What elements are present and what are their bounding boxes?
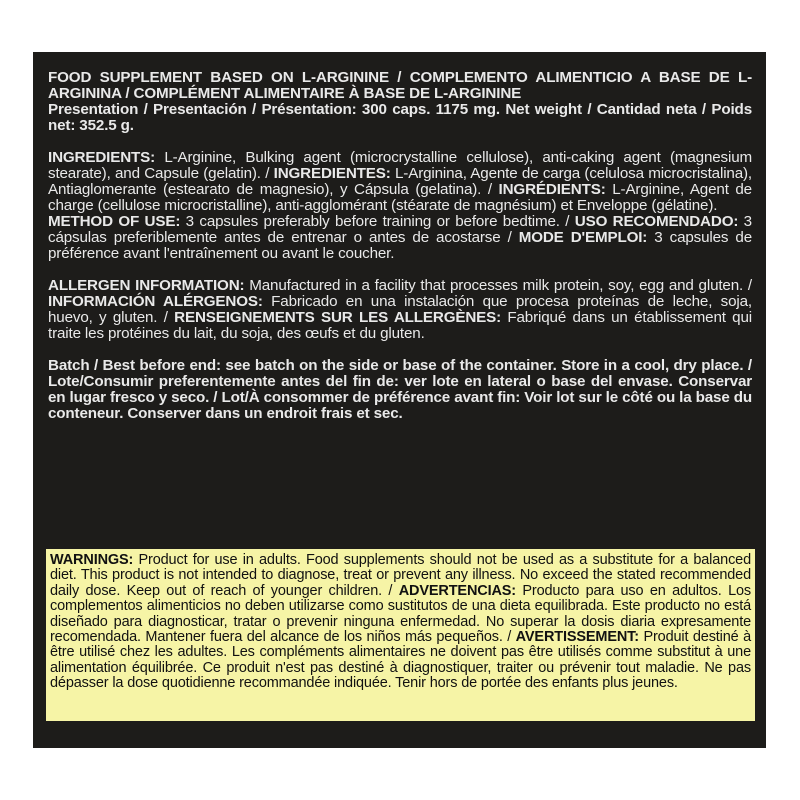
warnings-text-fr: Produit destiné à être utilisé chez les adultes. Les compléments alimentaires ne doivent pas être utilisés comme substitut à une alimentation équilibrée. Ce produit n'est pas destiné à diagnostiquer, traiter ou prévenir tout maladie. Ne pas dépasser la dose quotidienne recommandée indiquée. Tenir hors de portée des enfants plus jeunes.	[50, 629, 751, 692]
warnings-label-es: ADVERTENCIAS:	[398, 582, 516, 599]
ingredients-text-en: L-Arginine, Bulking agent (microcrystalline cellulose), anti-caking agent (magnesium stearate), and Capsule (gelatin). /	[48, 149, 752, 182]
presentation-line: Presentation / Presentación / Présentation: 300 caps. 1175 mg. Net weight / Cantidad neta / Poids net: 352.5 g.	[48, 101, 752, 134]
allergen-label-en: ALLERGEN INFORMATION:	[48, 277, 245, 294]
method-label-en: METHOD OF USE:	[48, 213, 181, 230]
method-label-fr: MODE D'EMPLOI:	[518, 229, 648, 246]
warnings-label-en: WARNINGS:	[50, 552, 134, 568]
label-title: FOOD SUPPLEMENT BASED ON L-ARGININE / COMPLEMENTO ALIMENTICIO A BASE DE L-ARGININA / COMPLÉMENT ALIMENTAIRE À BASE DE L-ARGININE	[48, 69, 752, 102]
allergen-text-fr: Fabriqué dans un établissement qui traite les protéines du lait, du soja, des œufs et du gluten.	[48, 309, 752, 342]
allergen-text-en: Manufactured in a facility that processes milk protein, soy, egg and gluten. /	[244, 277, 752, 294]
ingredients-text-es: L-Arginina, Agente de carga (celulosa microcristalina), Antiaglomerante (estearato de magnesio), y Cápsula (gelatina). /	[48, 165, 752, 198]
warnings-text-es: Producto para uso en adultos. Los complementos alimenticios no deben utilizarse como sustitutos de una dieta equilibrada. Este producto no está diseñado para diagnosticar, tratar o prevenir ninguna enfermedad. No superar la dosis diaria expresamente recomendada. Mantener fuera del alcance de los niños más pequeños. /	[50, 582, 751, 646]
method-text-es: 3 cápsulas preferiblemente antes de entrenar o antes de acostarse /	[48, 213, 752, 246]
method-section	[48, 214, 752, 262]
warnings-box	[46, 549, 755, 721]
ingredients-label-es: INGREDIENTES:	[273, 165, 391, 182]
allergen-label-es: INFORMACIÓN ALÉRGENOS:	[48, 293, 263, 310]
ingredients-label-fr: INGRÉDIENTS:	[498, 181, 606, 198]
allergen-text-es: Fabricado en una instalación que procesa proteínas de leche, soja, huevo, y gluten. /	[48, 293, 752, 326]
allergen-section	[48, 278, 752, 342]
method-text-en: 3 capsules preferably before training or before bedtime. /	[180, 213, 575, 230]
ingredients-section	[48, 150, 752, 214]
method-text-fr: 3 capsules de préférence avant l'entraînement ou avant le coucher.	[48, 229, 753, 262]
ingredients-label-en: INGREDIENTS:	[48, 149, 156, 166]
ingredients-text-fr: L-Arginine, Agent de charge (cellulose microcristalline), anti-agglomérant (stéarate de magnésium) et Enveloppe (gélatine).	[48, 181, 752, 214]
allergen-label-fr: RENSEIGNEMENTS SUR LES ALLERGÈNES:	[174, 309, 502, 326]
method-label-es: USO RECOMENDADO:	[574, 213, 739, 230]
product-label	[33, 52, 766, 748]
batch-section: Batch / Best before end: see batch on the side or base of the container. Store in a cool, dry place. / Lote/Consumir preferentemente antes del fin de: ver lote en lateral o base del envase. Conservar en lugar fresco y seco. / Lot/À consommer de préférence avant fin: Voir lot sur le côté ou la base du conteneur. Conserver dans un endroit frais et sec.	[48, 357, 752, 422]
warnings-text-en: Product for use in adults. Food supplements should not be used as a substitute for a balanced diet. This product is not intended to diagnose, treat or prevent any illness. No exceed the stated recommended daily dose. Keep out of reach of younger children. /	[50, 552, 751, 599]
warnings-label-fr: AVERTISSEMENT:	[515, 629, 639, 646]
